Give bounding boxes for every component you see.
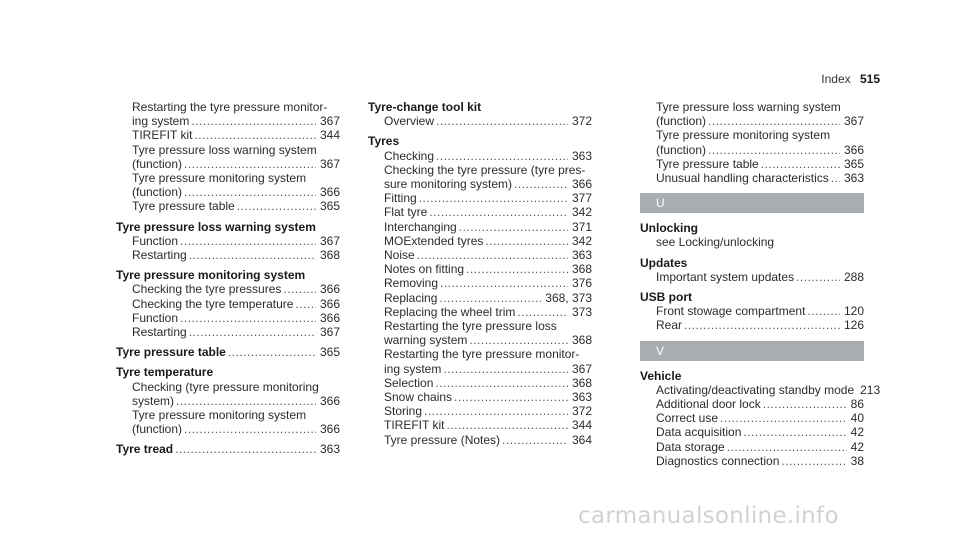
leader-dots bbox=[469, 333, 568, 347]
page-ref: 367 bbox=[571, 361, 592, 376]
page-number: 515 bbox=[859, 72, 880, 86]
index-subentry bbox=[368, 149, 592, 163]
subentry-text: Tyre pressure monitoring system bbox=[656, 128, 831, 143]
leader-dots bbox=[436, 114, 568, 128]
subentry-text: Tyre pressure loss warning system bbox=[132, 142, 317, 157]
leader-dots bbox=[435, 376, 568, 390]
subentry-text: Checking the tyre pressure (tyre pres- bbox=[384, 162, 586, 177]
subentry-text: Checking the tyre pressures bbox=[132, 282, 282, 297]
page-ref: 363 bbox=[571, 390, 592, 405]
index-entry bbox=[640, 290, 864, 333]
index-heading: Tyre-change tool kit bbox=[368, 100, 482, 114]
subentry-text: Fitting bbox=[384, 191, 417, 206]
leader-dots bbox=[180, 311, 316, 325]
subentry-text: Removing bbox=[384, 276, 439, 291]
index-subentry bbox=[368, 262, 592, 276]
subentry-text: Additional door lock bbox=[656, 397, 761, 412]
subentry-text: Restarting the tyre pressure monitor- bbox=[384, 347, 580, 362]
index-subentry bbox=[368, 319, 592, 333]
index-subentry bbox=[640, 114, 864, 128]
index-subentry bbox=[368, 234, 592, 248]
page-ref: 342 bbox=[571, 205, 592, 220]
leader-dots bbox=[514, 177, 568, 191]
index-subentry bbox=[368, 433, 592, 447]
page-ref: 42 bbox=[850, 425, 864, 440]
page-ref: 368 bbox=[571, 262, 592, 277]
index-subentry bbox=[640, 171, 864, 185]
page-ref: 344 bbox=[319, 128, 340, 143]
leader-dots bbox=[419, 191, 568, 205]
index-heading: Tyre temperature bbox=[116, 365, 214, 380]
subentry-text: Activating/deactivating standby mode bbox=[656, 382, 855, 397]
leader-dots bbox=[184, 157, 316, 171]
index-heading: Unlocking bbox=[640, 221, 699, 236]
page-ref: 363 bbox=[319, 442, 340, 457]
index-subentry bbox=[640, 440, 864, 454]
index-subentry bbox=[368, 177, 592, 191]
leader-dots bbox=[176, 394, 316, 408]
leader-dots bbox=[831, 171, 840, 185]
subentry-text: warning system bbox=[384, 333, 468, 348]
index-subentry bbox=[116, 297, 340, 311]
subentry-text: Diagnostics connection bbox=[656, 453, 780, 468]
leader-dots bbox=[295, 297, 316, 311]
leader-dots bbox=[796, 270, 840, 284]
index-subentry bbox=[368, 163, 592, 177]
leader-dots bbox=[440, 276, 568, 290]
leader-dots bbox=[283, 282, 316, 296]
index-entry bbox=[640, 368, 881, 468]
subentry-text: Rear bbox=[656, 318, 683, 333]
index-entry bbox=[640, 256, 864, 284]
leader-dots bbox=[454, 390, 568, 404]
index-subentry bbox=[640, 382, 881, 397]
subentry-text: Front stowage compartment bbox=[656, 304, 806, 319]
leader-dots bbox=[191, 114, 316, 128]
page-ref: 40 bbox=[850, 411, 864, 426]
page-ref: 367 bbox=[319, 233, 340, 248]
index-entry bbox=[116, 268, 340, 339]
page-ref: 365 bbox=[319, 345, 340, 360]
index-subentry bbox=[640, 411, 864, 425]
index-heading-line bbox=[116, 345, 340, 359]
subentry-text: Tyre pressure loss warning system bbox=[656, 100, 841, 114]
page-ref: 366 bbox=[571, 177, 592, 192]
page-ref: 372 bbox=[571, 404, 592, 419]
index-subentry bbox=[368, 305, 592, 319]
subentry-text: Checking bbox=[384, 148, 435, 163]
index-entry bbox=[116, 220, 340, 263]
leader-dots bbox=[189, 325, 316, 339]
leader-dots bbox=[446, 418, 568, 432]
index-subentry bbox=[368, 114, 592, 128]
page-ref: 344 bbox=[571, 418, 592, 433]
page-ref: 367 bbox=[843, 114, 864, 129]
index-heading: USB port bbox=[640, 290, 692, 305]
index-subentry bbox=[116, 422, 340, 436]
page-ref: 367 bbox=[319, 156, 340, 171]
page-ref: 368 bbox=[571, 333, 592, 348]
page-ref: 366 bbox=[319, 393, 340, 408]
leader-dots bbox=[436, 149, 568, 163]
index-subentry bbox=[116, 185, 340, 199]
subentry-text: TIREFIT kit bbox=[384, 418, 445, 433]
index-subentry bbox=[368, 418, 592, 432]
subentry-text: Correct use bbox=[656, 411, 719, 426]
index-entry bbox=[116, 365, 340, 436]
subentry-text: ing system bbox=[384, 361, 442, 376]
index-entry bbox=[368, 100, 592, 128]
index-subentry bbox=[116, 325, 340, 339]
index-heading-line bbox=[116, 442, 340, 456]
section-letter-bar: U bbox=[640, 193, 864, 213]
subentry-text: Noise bbox=[384, 248, 415, 263]
subentry-text: Important system updates bbox=[656, 269, 795, 284]
page-ref: 372 bbox=[571, 114, 592, 129]
leader-dots bbox=[485, 234, 568, 248]
subentry-text: (function) bbox=[132, 156, 183, 171]
index-entry bbox=[116, 345, 340, 359]
index-subentry bbox=[640, 128, 864, 142]
subentry-text: (function) bbox=[132, 185, 183, 200]
index-subentry bbox=[640, 397, 864, 411]
leader-dots bbox=[720, 411, 847, 425]
page-ref: 126 bbox=[843, 318, 864, 333]
page-ref: 366 bbox=[319, 185, 340, 200]
subentry-text: (function) bbox=[656, 114, 707, 129]
index-heading: Tyre pressure monitoring system bbox=[116, 268, 306, 283]
page-ref: 363 bbox=[843, 171, 864, 186]
page-ref: 367 bbox=[319, 325, 340, 340]
leader-dots bbox=[228, 345, 316, 359]
index-entry bbox=[368, 134, 592, 446]
subentry-text: Tyre pressure monitoring system bbox=[132, 408, 307, 423]
subentry-text: Notes on fitting bbox=[384, 262, 465, 277]
page-ref: 368, 373 bbox=[545, 290, 592, 305]
index-entry bbox=[116, 442, 340, 456]
index-subentry bbox=[368, 205, 592, 219]
index-entry bbox=[640, 221, 864, 249]
index-subentry bbox=[640, 100, 864, 114]
watermark: carmanualsonline.info bbox=[578, 503, 839, 529]
subentry-text: Function bbox=[132, 310, 179, 325]
index-subentry bbox=[368, 191, 592, 205]
subentry-text: Unusual handling characteristics bbox=[656, 171, 829, 186]
subentry-text: Replacing the wheel trim bbox=[384, 304, 516, 319]
subentry-text: ing system bbox=[132, 114, 190, 129]
subentry-text: Replacing bbox=[384, 290, 438, 305]
leader-dots bbox=[194, 128, 316, 142]
index-subentry bbox=[640, 235, 864, 249]
page-ref: 366 bbox=[319, 422, 340, 437]
subentry-text: Data acquisition bbox=[656, 425, 742, 440]
page-ref: 365 bbox=[843, 156, 864, 171]
index-entry bbox=[116, 100, 340, 214]
leader-dots bbox=[424, 404, 568, 418]
index-subentry bbox=[640, 304, 864, 318]
index-subentry bbox=[116, 394, 340, 408]
index-subentry bbox=[116, 100, 340, 114]
subentry-text: Data storage bbox=[656, 439, 725, 454]
subentry-text: see Locking/unlocking bbox=[656, 235, 775, 250]
index-subentry bbox=[116, 311, 340, 325]
index-subentry bbox=[116, 282, 340, 296]
subentry-text: sure monitoring system) bbox=[384, 177, 513, 192]
leader-dots bbox=[743, 425, 846, 439]
leader-dots bbox=[184, 185, 316, 199]
section-letter-bar: V bbox=[640, 341, 864, 361]
subentry-text: Restarting bbox=[132, 248, 187, 263]
leader-dots bbox=[781, 454, 846, 468]
index-subentry bbox=[116, 171, 340, 185]
leader-dots bbox=[175, 442, 316, 456]
page-ref: 376 bbox=[571, 276, 592, 291]
index-subentry bbox=[116, 114, 340, 128]
subentry-text: Tyre pressure (Notes) bbox=[384, 432, 501, 447]
page-ref: 366 bbox=[319, 282, 340, 297]
index-heading: Vehicle bbox=[640, 368, 682, 383]
leader-dots bbox=[684, 318, 840, 332]
page-ref: 38 bbox=[850, 453, 864, 468]
index-subentry bbox=[116, 128, 340, 142]
index-subentry bbox=[368, 276, 592, 290]
index-heading: Updates bbox=[640, 255, 688, 270]
leader-dots bbox=[417, 248, 568, 262]
page-ref: 342 bbox=[571, 233, 592, 248]
index-subentry bbox=[368, 220, 592, 234]
page-ref: 367 bbox=[319, 114, 340, 129]
index-subentry bbox=[368, 248, 592, 262]
index-subentry bbox=[368, 347, 592, 361]
subentry-text: Restarting bbox=[132, 325, 187, 340]
leader-dots bbox=[439, 291, 541, 305]
index-subentry bbox=[116, 157, 340, 171]
page-ref: 368 bbox=[571, 375, 592, 390]
leader-dots bbox=[429, 205, 568, 219]
subentry-text: Snow chains bbox=[384, 390, 453, 405]
subentry-text: Tyre pressure table bbox=[656, 156, 759, 171]
index-subentry bbox=[640, 143, 864, 157]
subentry-text: Flat tyre bbox=[384, 205, 428, 220]
index-column-2 bbox=[368, 100, 592, 453]
page-ref: 42 bbox=[850, 439, 864, 454]
leader-dots bbox=[466, 262, 568, 276]
index-subentry bbox=[368, 291, 592, 305]
leader-dots bbox=[459, 220, 568, 234]
subentry-text: Selection bbox=[384, 375, 434, 390]
index-subentry bbox=[116, 380, 340, 394]
page-ref: 365 bbox=[319, 199, 340, 214]
index-subentry bbox=[640, 270, 864, 284]
index-subentry bbox=[116, 408, 340, 422]
index-column-1 bbox=[116, 100, 340, 463]
page-ref: 366 bbox=[319, 310, 340, 325]
index-subentry bbox=[640, 425, 864, 439]
index-subentry bbox=[116, 199, 340, 213]
leader-dots bbox=[189, 248, 316, 262]
page-ref: 377 bbox=[571, 191, 592, 206]
index-heading: Tyre tread bbox=[116, 442, 174, 457]
index-subentry bbox=[368, 333, 592, 347]
index-subentry bbox=[640, 454, 864, 468]
subentry-text: Overview bbox=[384, 114, 435, 129]
subentry-text: (function) bbox=[656, 142, 707, 157]
page-ref: 371 bbox=[571, 219, 592, 234]
leader-dots bbox=[443, 362, 568, 376]
page-ref: 120 bbox=[843, 304, 864, 319]
page-ref: 288 bbox=[843, 269, 864, 284]
subentry-text: TIREFIT kit bbox=[132, 128, 193, 143]
page-ref: 363 bbox=[571, 248, 592, 263]
leader-dots bbox=[807, 304, 840, 318]
index-subentry bbox=[368, 376, 592, 390]
index-subentry bbox=[640, 157, 864, 171]
index-entry bbox=[640, 100, 864, 185]
index-subentry bbox=[116, 248, 340, 262]
leader-dots bbox=[502, 433, 568, 447]
subentry-text: Checking (tyre pressure monitoring bbox=[132, 379, 319, 394]
leader-dots bbox=[708, 143, 840, 157]
index-column-3 bbox=[640, 100, 881, 474]
index-subentry bbox=[116, 143, 340, 157]
index-subentry bbox=[368, 404, 592, 418]
index-heading: Tyres bbox=[368, 134, 400, 149]
page-ref: 364 bbox=[571, 432, 592, 447]
subentry-text: Function bbox=[132, 233, 179, 248]
leader-dots bbox=[180, 234, 316, 248]
page-ref: 373 bbox=[571, 304, 592, 319]
index-subentry bbox=[640, 318, 864, 332]
subentry-text: Restarting the tyre pressure monitor- bbox=[132, 100, 328, 114]
subentry-text: Tyre pressure table bbox=[132, 199, 235, 214]
page-ref: 213 bbox=[860, 382, 881, 397]
subentry-text: Checking the tyre temperature bbox=[132, 296, 294, 311]
leader-dots bbox=[184, 422, 316, 436]
leader-dots bbox=[237, 199, 316, 213]
leader-dots bbox=[761, 157, 840, 171]
index-heading: Tyre pressure loss warning system bbox=[116, 219, 316, 234]
index-heading: Tyre pressure table bbox=[116, 345, 226, 360]
subentry-text: system) bbox=[132, 393, 174, 408]
subentry-text: Storing bbox=[384, 404, 423, 419]
subentry-text: (function) bbox=[132, 422, 183, 437]
subentry-text: Restarting the tyre pressure loss bbox=[384, 319, 557, 334]
leader-dots bbox=[727, 440, 847, 454]
index-subentry bbox=[368, 362, 592, 376]
page-ref: 368 bbox=[319, 248, 340, 263]
index-subentry bbox=[368, 390, 592, 404]
page-ref: 366 bbox=[843, 142, 864, 157]
page-ref: 363 bbox=[571, 148, 592, 163]
subentry-text: Interchanging bbox=[384, 219, 457, 234]
subentry-text: MOExtended tyres bbox=[384, 233, 484, 248]
index-label: Index bbox=[821, 72, 851, 86]
page-ref: 366 bbox=[319, 296, 340, 311]
subentry-text: Tyre pressure monitoring system bbox=[132, 171, 307, 186]
leader-dots bbox=[763, 397, 847, 411]
index-subentry bbox=[116, 234, 340, 248]
leader-dots bbox=[517, 305, 568, 319]
page-ref: 86 bbox=[850, 397, 864, 412]
page-header bbox=[821, 72, 880, 86]
leader-dots bbox=[708, 114, 840, 128]
